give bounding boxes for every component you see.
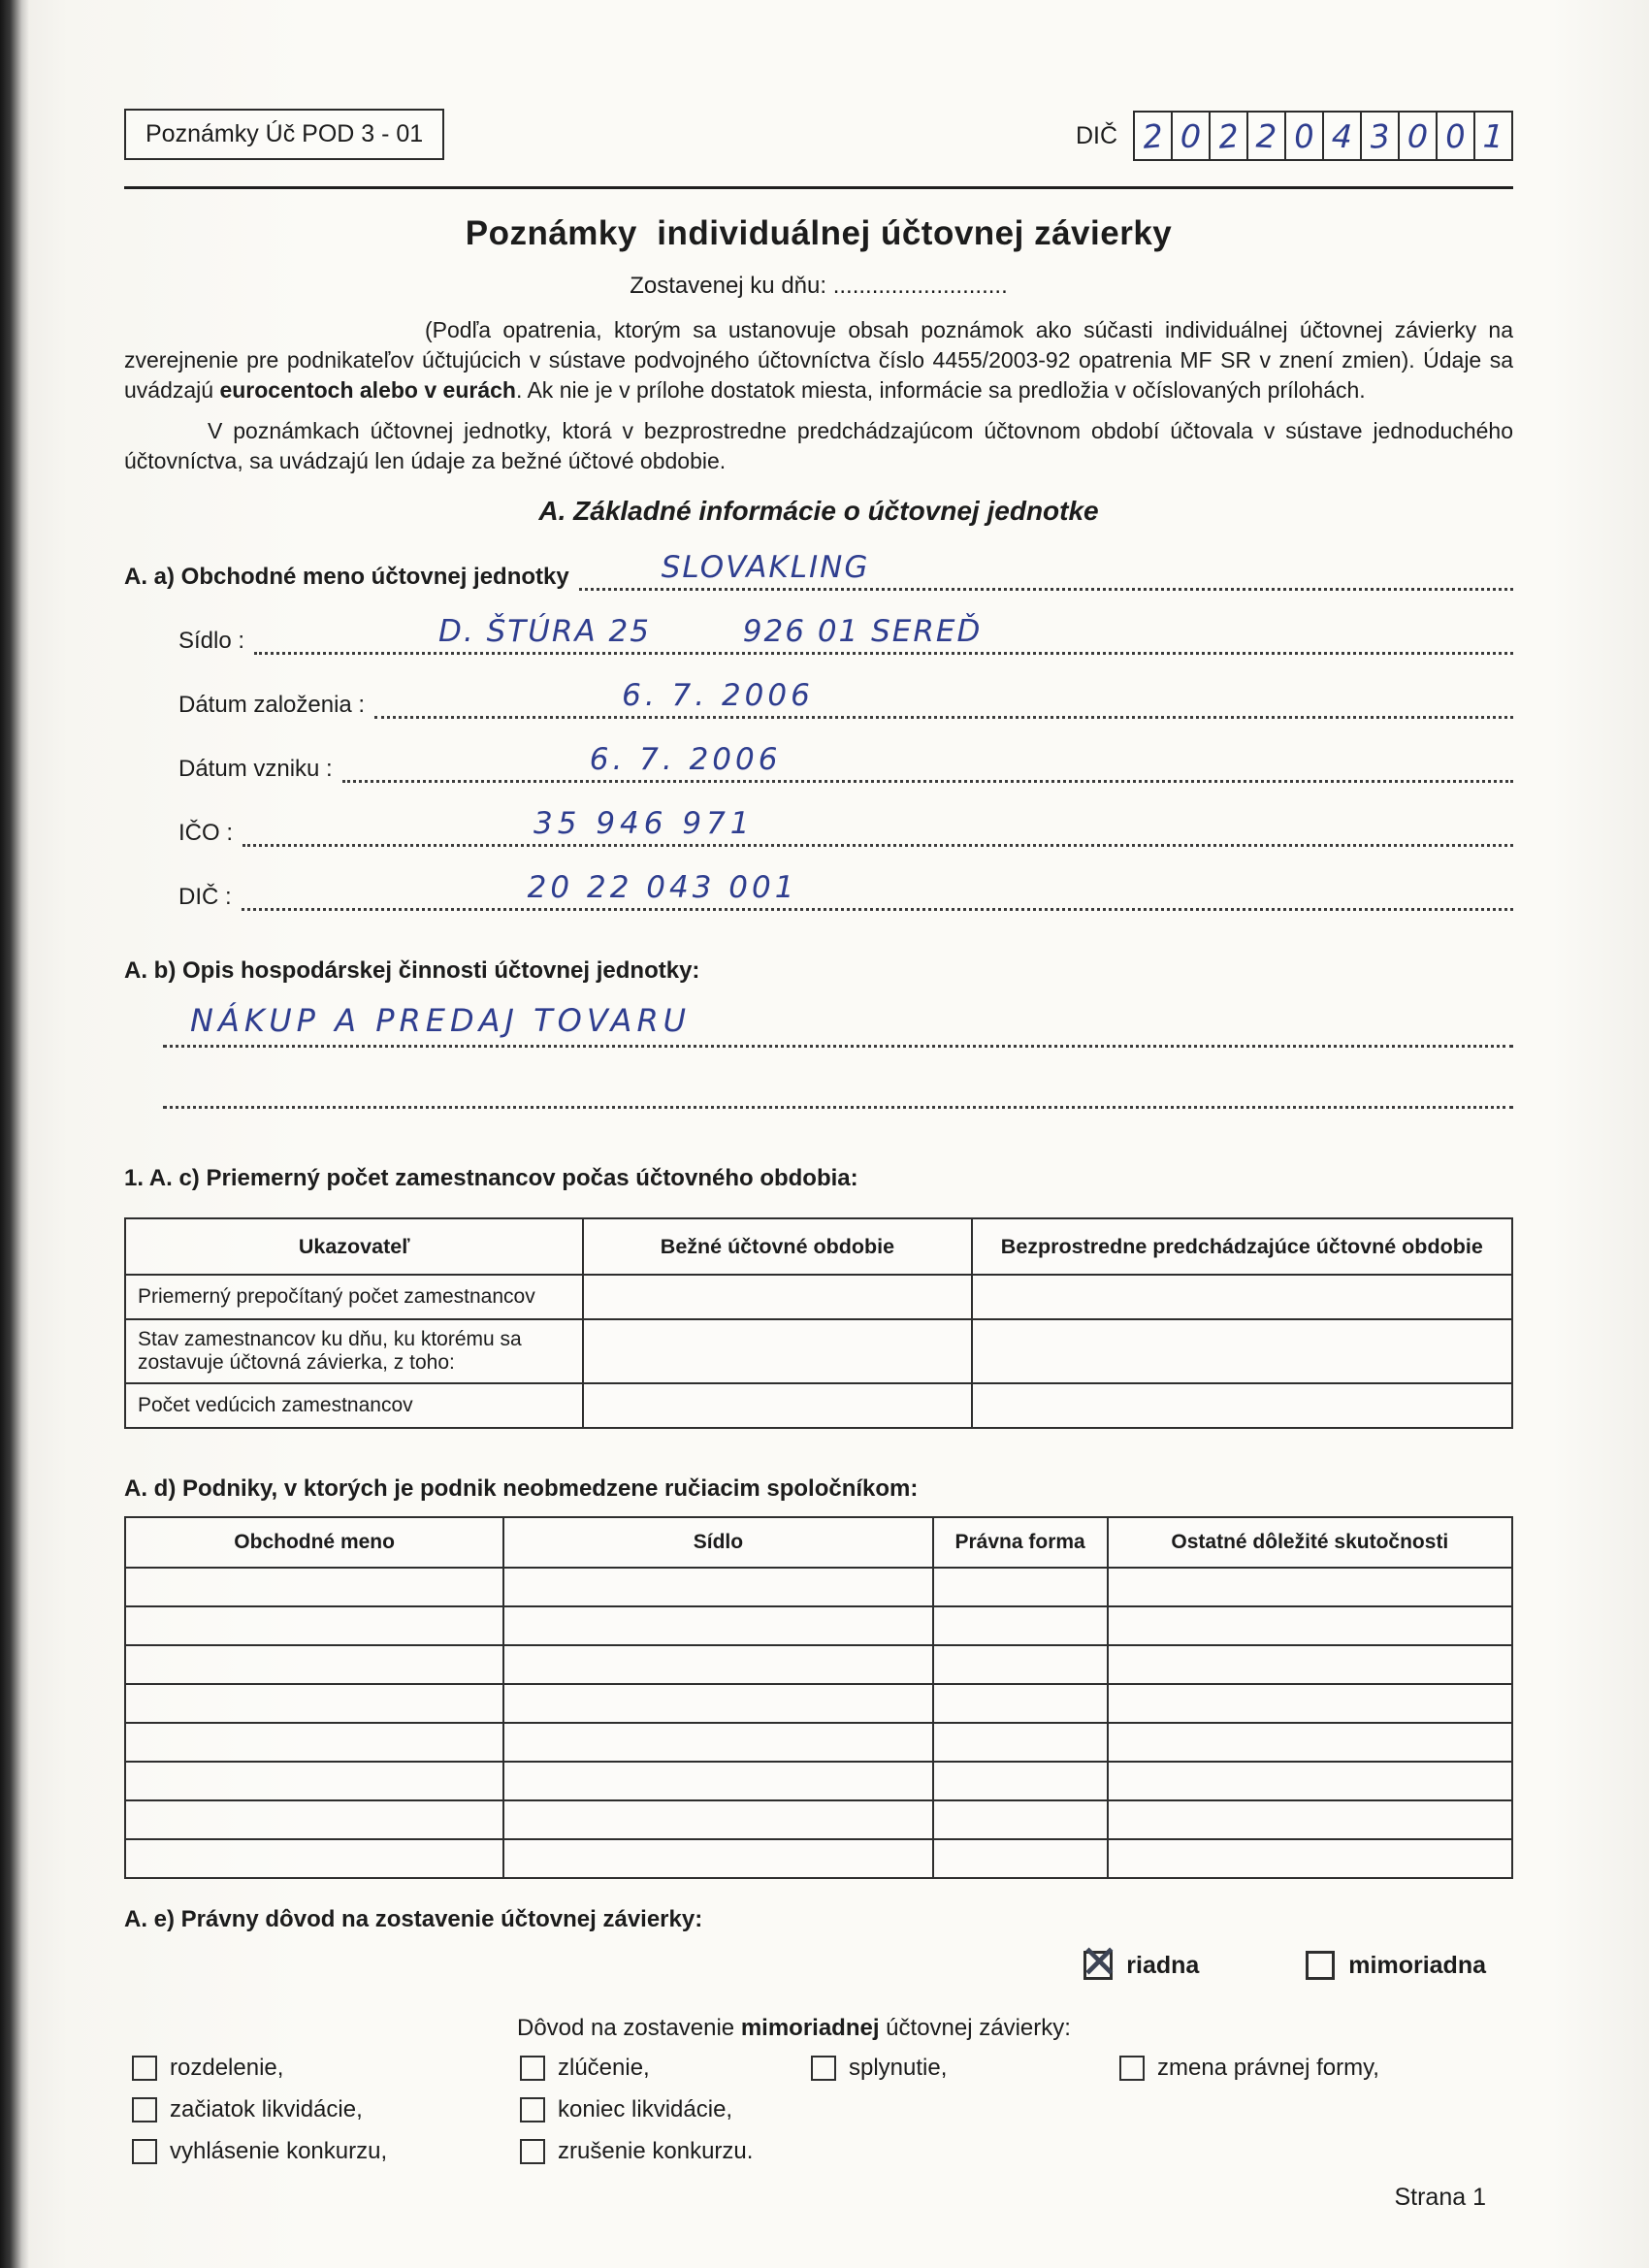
grid-spacer bbox=[811, 2095, 1119, 2124]
form-code-box bbox=[124, 109, 444, 160]
field-datum-vzniku bbox=[124, 744, 1513, 783]
dotted-line bbox=[374, 680, 1513, 719]
zmena-pravnej-formy-checkbox[interactable] bbox=[1119, 2056, 1145, 2081]
value-cell-empty bbox=[583, 1275, 971, 1319]
dic-digit-cell: 0 bbox=[1171, 111, 1211, 161]
option-riadna[interactable] bbox=[1080, 1935, 1200, 1991]
dic-digit-cell: 3 bbox=[1360, 111, 1400, 161]
rozdelenie-checkbox[interactable] bbox=[132, 2056, 157, 2081]
value-cell-empty bbox=[972, 1319, 1512, 1383]
table-row bbox=[125, 1606, 1512, 1645]
table-header-cell: Sídlo bbox=[503, 1517, 932, 1568]
value-cell-empty bbox=[972, 1275, 1512, 1319]
handwritten-datum-vzniku: 6. 7. 2006 bbox=[589, 742, 782, 778]
dic-field bbox=[1076, 111, 1513, 161]
handwritten-dic: 20 22 043 001 bbox=[527, 870, 798, 906]
table-cell-empty bbox=[933, 1800, 1108, 1839]
prepared-date-line bbox=[124, 273, 1513, 300]
table-cell-empty bbox=[125, 1684, 503, 1723]
table-cell-empty bbox=[503, 1568, 932, 1606]
mimoriadna-reason-label: Dôvod na zostavenie mimoriadnej účtovnej závierky: bbox=[517, 2015, 1071, 2042]
field-dic bbox=[124, 872, 1513, 911]
table-cell-empty bbox=[933, 1645, 1108, 1684]
prepared-dots: ........................... bbox=[832, 273, 1008, 299]
table-row bbox=[125, 1275, 1512, 1319]
dic-digit-cell: 0 bbox=[1436, 111, 1475, 161]
handwritten-sidlo: D. ŠTÚRA 25 926 01 SEREĎ bbox=[438, 614, 983, 650]
grid-spacer bbox=[1119, 2095, 1513, 2124]
dic-digit-cell: 4 bbox=[1322, 111, 1362, 161]
zrusenie-konkurzu-checkbox[interactable] bbox=[520, 2139, 545, 2164]
scan-edge-artifact bbox=[0, 0, 29, 2268]
table-cell-empty bbox=[503, 1839, 932, 1878]
reason-options-grid bbox=[124, 2054, 1513, 2166]
table-header-cell: Bezprostredne predchádzajúce účtovné obdobie bbox=[972, 1218, 1512, 1275]
table-row bbox=[125, 1800, 1512, 1839]
table-header-cell: Ukazovateľ bbox=[125, 1218, 583, 1275]
dic-label: DIČ bbox=[1075, 121, 1117, 149]
section-c-label: 1. A. c) Priemerný počet zamestnancov počas účtovného obdobia: bbox=[124, 1165, 858, 1192]
table-cell-empty bbox=[503, 1800, 932, 1839]
riadna-label: riadna bbox=[1126, 1951, 1200, 1979]
companies-table bbox=[124, 1516, 1513, 1879]
handwritten-obchodne-meno: SLOVAKLING bbox=[661, 550, 870, 586]
table-cell-empty bbox=[503, 1762, 932, 1800]
zlucenie-checkbox[interactable] bbox=[520, 2056, 545, 2081]
field-label: Dátum založenia : bbox=[178, 692, 366, 719]
field-ico bbox=[124, 808, 1513, 847]
table-row bbox=[125, 1762, 1512, 1800]
form-code: Poznámky Úč POD 3 - 01 bbox=[146, 120, 424, 147]
table-cell-empty bbox=[125, 1723, 503, 1762]
table-cell-empty bbox=[933, 1568, 1108, 1606]
field-datum-zalozenia bbox=[124, 680, 1513, 719]
dic-digit-boxes bbox=[1133, 111, 1513, 161]
option-splynutie[interactable]: splynutie, bbox=[811, 2054, 1119, 2083]
table-row bbox=[125, 1839, 1512, 1878]
form-header bbox=[124, 109, 1513, 161]
table-cell-empty bbox=[125, 1800, 503, 1839]
option-rozdelenie[interactable]: rozdelenie, bbox=[132, 2054, 520, 2083]
section-e-label: A. e) Právny dôvod na zostavenie účtovnej závierky: bbox=[124, 1906, 703, 1933]
field-label: Dátum vzniku : bbox=[178, 756, 333, 783]
table-row bbox=[125, 1568, 1512, 1606]
table-cell-empty bbox=[1108, 1606, 1512, 1645]
handwritten-ico: 35 946 971 bbox=[534, 806, 755, 842]
dotted-line bbox=[342, 744, 1513, 783]
splynutie-checkbox[interactable] bbox=[811, 2056, 836, 2081]
table-cell-empty bbox=[1108, 1762, 1512, 1800]
table-cell-empty bbox=[1108, 1800, 1512, 1839]
field-label: A. a) Obchodné meno účtovnej jednotky bbox=[124, 564, 569, 591]
table-header-cell: Ostatné dôležité skutočnosti bbox=[1108, 1517, 1512, 1568]
page-title: Poznámky individuálnej účtovnej závierky bbox=[465, 214, 1173, 252]
field-sidlo bbox=[124, 616, 1513, 655]
header-divider bbox=[124, 186, 1513, 189]
mimoriadna-label: mimoriadna bbox=[1348, 1951, 1486, 1979]
zavierka-type-options bbox=[124, 1935, 1513, 1991]
dotted-line bbox=[579, 552, 1513, 591]
koniec-likvidacie-checkbox[interactable] bbox=[520, 2097, 545, 2122]
section-d-label: A. d) Podniky, v ktorých je podnik neobmedzene ručiacim spoločníkom: bbox=[124, 1475, 919, 1503]
dic-digit-cell: 0 bbox=[1398, 111, 1438, 161]
field-label: DIČ : bbox=[178, 884, 232, 911]
grid-spacer bbox=[811, 2137, 1119, 2166]
option-zlucenie[interactable]: zlúčenie, bbox=[520, 2054, 811, 2083]
table-cell-empty bbox=[1108, 1723, 1512, 1762]
table-cell-empty bbox=[125, 1839, 503, 1878]
dic-digit-cell: 1 bbox=[1473, 111, 1513, 161]
table-cell-empty bbox=[933, 1606, 1108, 1645]
option-koniec-likvidacie[interactable]: koniec likvidácie, bbox=[520, 2095, 811, 2124]
table-cell-empty bbox=[933, 1762, 1108, 1800]
table-header-cell: Právna forma bbox=[933, 1517, 1108, 1568]
value-cell-empty bbox=[972, 1383, 1512, 1428]
vyhlasenie-konkurzu-checkbox[interactable] bbox=[132, 2139, 157, 2164]
table-header-cell: Bežné účtovné obdobie bbox=[583, 1218, 971, 1275]
checkbox-x-mark: ✕ bbox=[1080, 1935, 1119, 1991]
table-cell-empty bbox=[933, 1684, 1108, 1723]
dotted-line bbox=[242, 808, 1513, 847]
dic-digit-cell: 2 bbox=[1246, 111, 1286, 161]
dic-digit-cell: 2 bbox=[1209, 111, 1248, 161]
option-zaciatok-likvidacie[interactable]: začiatok likvidácie, bbox=[132, 2095, 520, 2124]
page-number: Strana 1 bbox=[1394, 2184, 1486, 2211]
value-cell-empty bbox=[583, 1383, 971, 1428]
dic-digit-cell: 2 bbox=[1133, 111, 1173, 161]
table-cell-empty bbox=[503, 1606, 932, 1645]
table-cell-empty bbox=[503, 1684, 932, 1723]
field-label: Sídlo : bbox=[178, 628, 245, 655]
mimoriadna-checkbox[interactable] bbox=[1306, 1951, 1335, 1980]
intro-paragraph-2: V poznámkach účtovnej jednotky, ktorá v bezprostredne predchádzajúcom účtovnom období účtovala v sústave jednoduchého účtovníctva, sa uvádzajú len údaje za bežné účtové obdobie. bbox=[124, 418, 1513, 474]
table-row bbox=[125, 1383, 1512, 1428]
handwritten-datum-zalozenia: 6. 7. 2006 bbox=[622, 678, 814, 714]
row-label-cell: Počet vedúcich zamestnancov bbox=[125, 1383, 583, 1428]
table-row bbox=[125, 1684, 1512, 1723]
table-cell-empty bbox=[933, 1723, 1108, 1762]
dotted-line bbox=[242, 872, 1513, 911]
dotted-line bbox=[163, 1106, 1513, 1109]
section-b-label: A. b) Opis hospodárskej činnosti účtovnej jednotky: bbox=[124, 957, 700, 985]
table-row bbox=[125, 1723, 1512, 1762]
table-cell-empty bbox=[503, 1723, 932, 1762]
employees-table bbox=[124, 1217, 1513, 1429]
grid-spacer bbox=[1119, 2137, 1513, 2166]
option-mimoriadna[interactable] bbox=[1306, 1951, 1486, 1980]
table-cell-empty bbox=[1108, 1839, 1512, 1878]
dotted-line bbox=[163, 1002, 1513, 1048]
option-zrusenie-konkurzu[interactable]: zrušenie konkurzu. bbox=[520, 2137, 811, 2166]
table-cell-empty bbox=[125, 1606, 503, 1645]
table-cell-empty bbox=[125, 1762, 503, 1800]
row-label-cell: Stav zamestnancov ku dňu, ku ktorému sa zostavuje účtovná závierka, z toho: bbox=[125, 1319, 583, 1383]
field-obchodne-meno bbox=[124, 552, 1513, 591]
field-label: IČO : bbox=[178, 820, 234, 847]
table-header-row bbox=[125, 1517, 1512, 1568]
prepared-label: Zostavenej ku dňu: bbox=[630, 273, 827, 299]
table-cell-empty bbox=[125, 1645, 503, 1684]
table-cell-empty bbox=[125, 1568, 503, 1606]
table-header-cell: Obchodné meno bbox=[125, 1517, 503, 1568]
section-a-heading: A. Základné informácie o účtovnej jednotke bbox=[538, 496, 1099, 527]
table-cell-empty bbox=[503, 1645, 932, 1684]
zaciatok-likvidacie-checkbox[interactable] bbox=[132, 2097, 157, 2122]
table-cell-empty bbox=[1108, 1568, 1512, 1606]
handwritten-cinnost: NÁKUP A PREDAJ TOVARU bbox=[190, 1002, 692, 1040]
table-header-row bbox=[125, 1218, 1512, 1275]
dic-digit-cell: 0 bbox=[1284, 111, 1324, 161]
dotted-line bbox=[254, 616, 1513, 655]
option-vyhlasenie-konkurzu[interactable]: vyhlásenie konkurzu, bbox=[132, 2137, 520, 2166]
value-cell-empty bbox=[583, 1319, 971, 1383]
table-row bbox=[125, 1319, 1512, 1383]
table-row bbox=[125, 1645, 1512, 1684]
riadna-checkbox[interactable] bbox=[1080, 1935, 1119, 1991]
intro-paragraph-1: (Podľa opatrenia, ktorým sa ustanovuje obsah poznámok ako súčasti individuálnej účtovnej závierky na zverejnenie pre podnikateľov účtujúcich v sústave podvojného účtovníctva číslo 4455/2003-92 opatrenia MF SR v znení zmien). Údaje sa uvádzajú eurocentoch alebo v eurách. Ak nie je v prílohe dostatok miesta, informácie sa predložia v očíslovaných prílohách. bbox=[124, 317, 1513, 403]
table-cell-empty bbox=[1108, 1684, 1512, 1723]
table-cell-empty bbox=[1108, 1645, 1512, 1684]
option-zmena-pravnej-formy[interactable]: zmena právnej formy, bbox=[1119, 2054, 1513, 2083]
row-label-cell: Priemerný prepočítaný počet zamestnancov bbox=[125, 1275, 583, 1319]
table-cell-empty bbox=[933, 1839, 1108, 1878]
